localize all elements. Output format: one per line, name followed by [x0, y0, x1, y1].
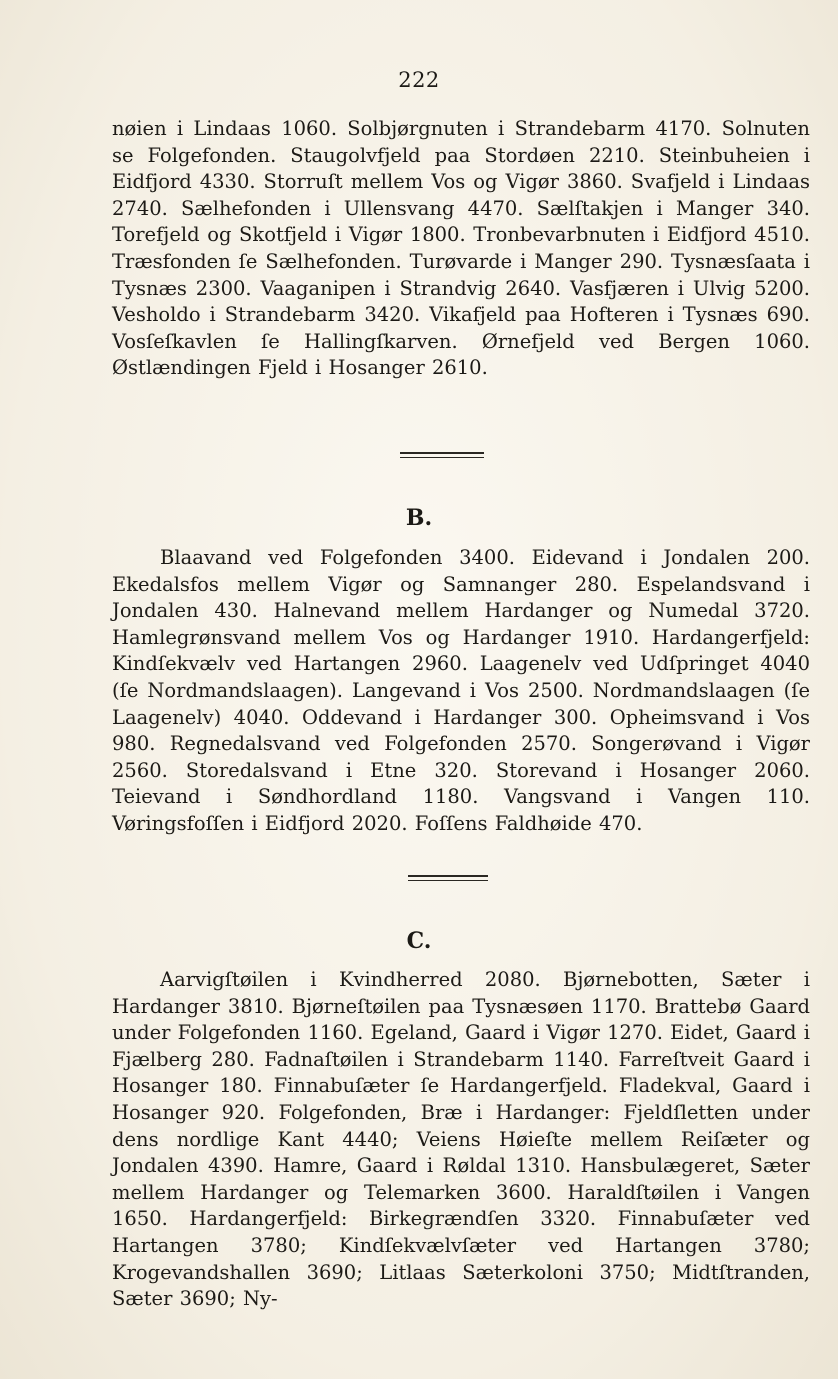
section-a-paragraph: nøien i Lindaas 1060. Solbjørgnuten i Strandebarm 4170. Solnuten se Folgefonden. Staugolvfjeld paa Stordøen 2210. Steinbuheien i Eidfjord 4330. Storruſt mellem Vos og Vigør 3860. Svafjeld i Lindaas 2740. Sælhefonden i Ullensvang 4470. Sælſtakjen i Manger 340. Torefjeld og Skotfjeld i Vigør 1800. Tronbevarbnuten i Eidfjord 4510. Træsfonden ſe Sælhefonden. Turøvarde i Manger 290. Tysnæsſaata i Tysnæs 2300. Vaaganipen i Strandvig 2640. Vasfjæren i Ulvig 5200. Vesholdo i Strandebarm 3420. Vikafjeld paa Hofteren i Tysnæs 690. Vosſeſkavlen ſe Hallingſkarven. Ørnefjeld ved Bergen 1060. Østlændingen Fjeld i Hosanger 2610. [112, 117, 810, 380]
section-b-heading: B. [405, 505, 433, 531]
section-c-paragraph: Aarvigſtøilen i Kvindherred 2080. Bjørnebotten, Sæter i Hardanger 3810. Bjørneſtøilen paa Tysnæsøen 1170. Brattebø Gaard under Folgefonden 1160. Egeland, Gaard i Vigør 1270. Eidet, Gaard i Fjælberg 280. Fadnaſtøilen i Strandebarm 1140. Farreſtveit Gaard i Hosanger 180. Finnabuſæter ſe Hardangerfjeld. Fladekval, Gaard i Hosanger 920. Folgefonden, Bræ i Hardanger: Fjeldſletten under dens nordlige Kant 4440; Veiens Høieſte mellem Reiſæter og Jondalen 4390. Hamre, Gaard i Røldal 1310. Hansbulægeret, Sæter mellem Hardanger og Telemarken 3600. Haraldſtøilen i Vangen 1650. Hardangerfjeld: Birkegrændſen 3320. Finnabuſæter ved Hartangen 3780; Kindſekvælvſæter ved Hartangen 3780; Krogevandshallen 3690; Litlaas Sæterkoloni 3750; Midtſtranden, Sæter 3690; Ny- [112, 968, 810, 1311]
section-divider [408, 875, 488, 877]
section-c-heading: C. [406, 928, 432, 954]
page-number: 222 [398, 68, 440, 92]
section-b-paragraph: Blaavand ved Folgefonden 3400. Eidevand i Jondalen 200. Ekedalsfos mellem Vigør og Samnanger 280. Espelandsvand i Jondalen 430. Halnevand mellem Hardanger og Numedal 3720. Hamlegrønsvand mellem Vos og Hardanger 1910. Hardangerfjeld: Kindſekvælv ved Hartangen 2960. Laagenelv ved Udſpringet 4040 (ſe Nordmandslaagen). Langevand i Vos 2500. Nordmandslaagen (ſe Laagenelv) 4040. Oddevand i Hardanger 300. Opheimsvand i Vos 980. Regnedalsvand ved Folgefonden 2570. Songerøvand i Vigør 2560. Storedalsvand i Etne 320. Storevand i Hosanger 2060. Teievand i Søndhordland 1180. Vangsvand i Vangen 110. Vøringsfoſſen i Eidfjord 2020. Foſſens Faldhøide 470. [112, 546, 810, 835]
section-a-text-block [112, 116, 810, 382]
section-b-text-block [112, 545, 810, 838]
section-divider [400, 452, 484, 454]
section-c-text-block [112, 967, 810, 1313]
